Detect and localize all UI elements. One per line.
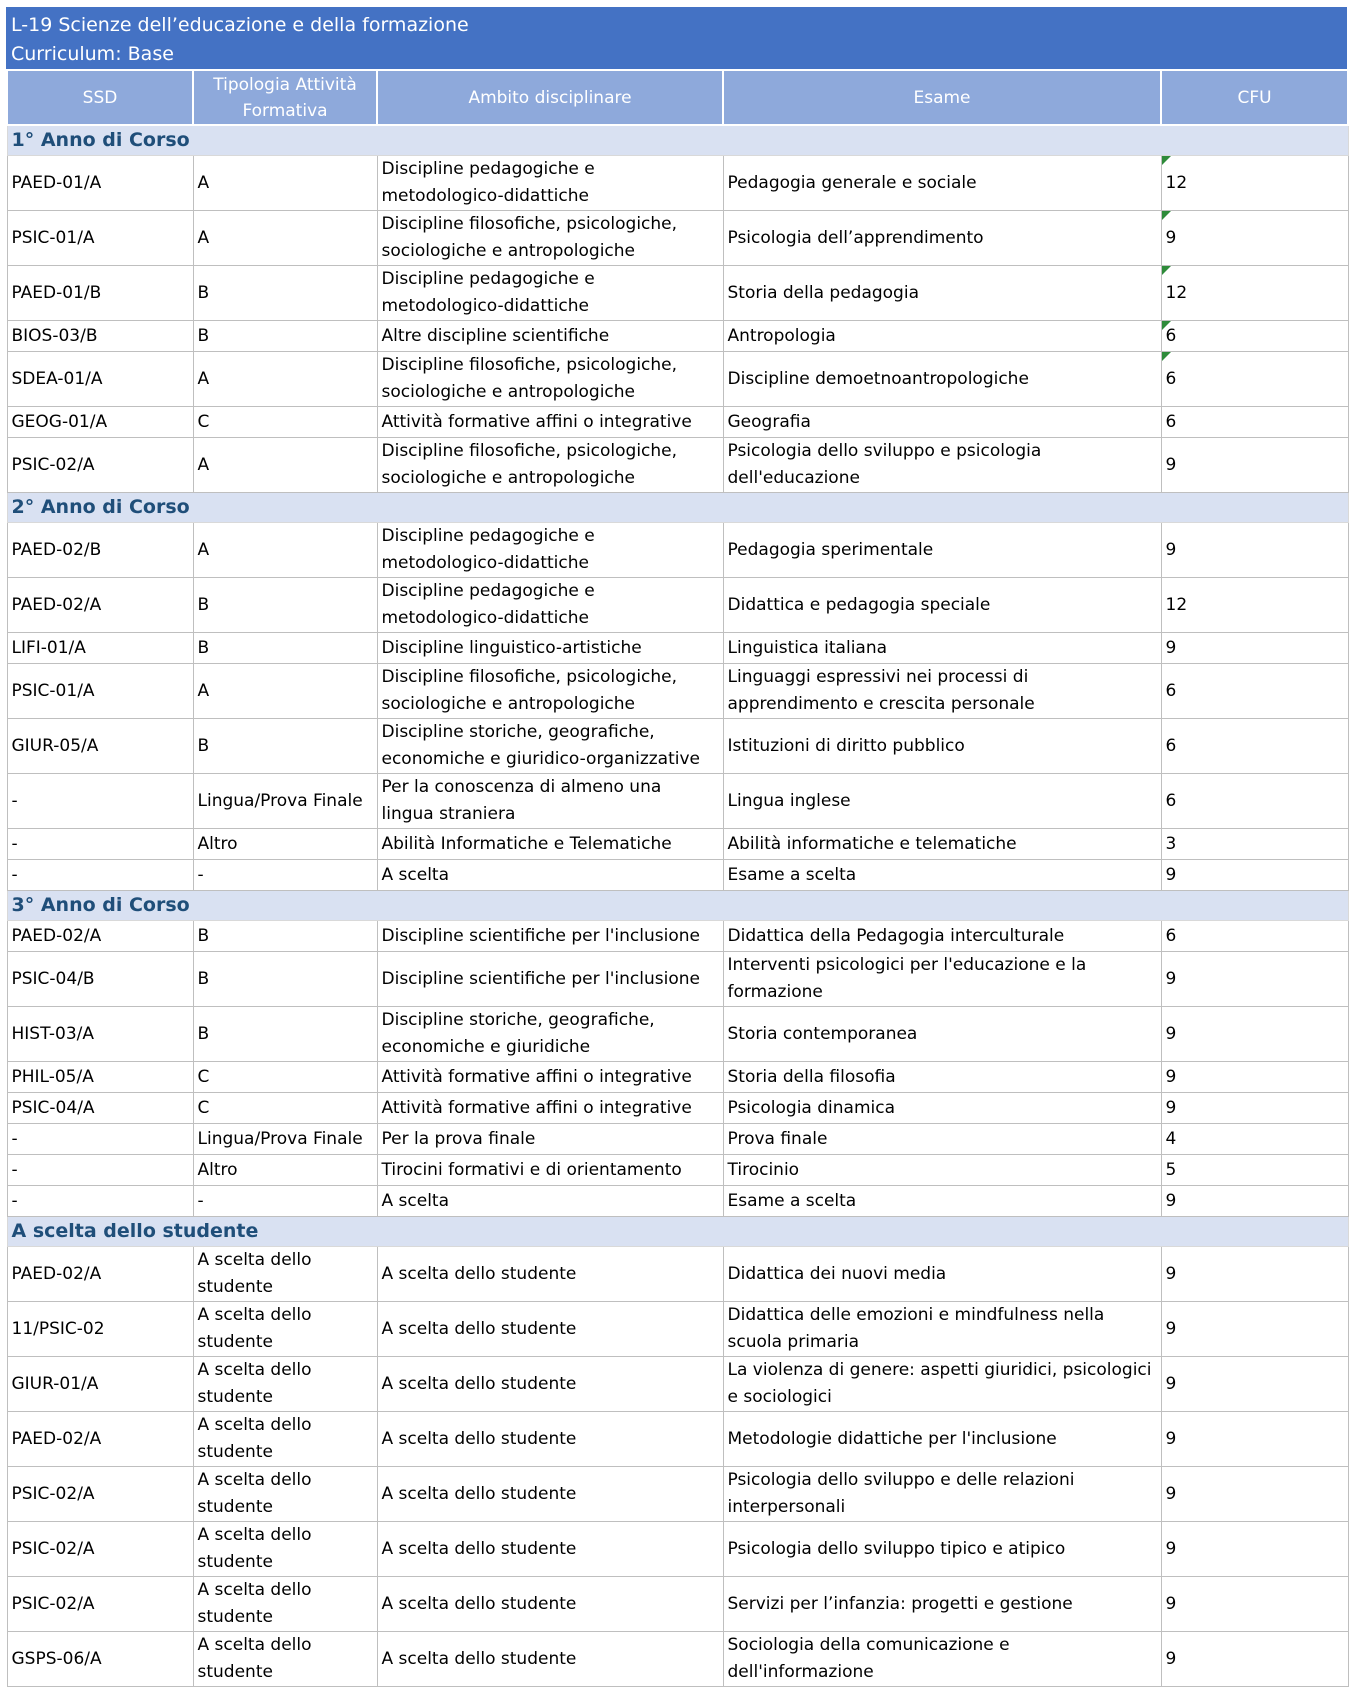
cell-ambito: Discipline filosofiche, psicologiche, sociologiche e antropologiche bbox=[377, 211, 723, 266]
section-header bbox=[7, 125, 1348, 156]
cell-ssd: - bbox=[7, 829, 193, 860]
cell-ssd: 11/PSIC-02 bbox=[7, 1302, 193, 1357]
cell-tipologia: - bbox=[193, 860, 377, 891]
section-header bbox=[7, 1217, 1348, 1247]
cell-ssd: LIFI-01/A bbox=[7, 633, 193, 664]
cfu-value: 9 bbox=[1165, 637, 1177, 658]
cell-cfu bbox=[1161, 1247, 1348, 1302]
cell-cfu bbox=[1161, 1124, 1348, 1155]
cfu-value: 9 bbox=[1165, 1538, 1177, 1559]
cell-tipologia: A bbox=[193, 664, 377, 719]
cell-ambito: Discipline scientifiche per l'inclusione bbox=[377, 921, 723, 952]
cell-esame: Storia della filosofia bbox=[723, 1062, 1161, 1093]
table-row bbox=[7, 1302, 1348, 1357]
cell-ambito: Abilità Informatiche e Telematiche bbox=[377, 829, 723, 860]
cell-tipologia: A scelta dello studente bbox=[193, 1247, 377, 1302]
cell-esame: Psicologia dello sviluppo tipico e atipico bbox=[723, 1522, 1161, 1577]
cell-tipologia: B bbox=[193, 921, 377, 952]
cell-cfu bbox=[1161, 211, 1348, 266]
cfu-value: 9 bbox=[1165, 1373, 1177, 1394]
cell-ssd: PAED-01/A bbox=[7, 156, 193, 211]
cell-ambito: Tirocini formativi e di orientamento bbox=[377, 1155, 723, 1186]
cell-ssd: PSIC-02/A bbox=[7, 438, 193, 493]
cell-ssd: PHIL-05/A bbox=[7, 1062, 193, 1093]
table-row bbox=[7, 1007, 1348, 1062]
cfu-value: 12 bbox=[1165, 172, 1188, 193]
table-row bbox=[7, 1522, 1348, 1577]
cfu-value: 9 bbox=[1165, 1593, 1177, 1614]
cell-ambito: Discipline scientifiche per l'inclusione bbox=[377, 952, 723, 1007]
cell-cfu bbox=[1161, 633, 1348, 664]
cell-esame: Didattica delle emozioni e mindfulness nella scuola primaria bbox=[723, 1302, 1161, 1357]
cell-tipologia: B bbox=[193, 952, 377, 1007]
cell-ssd: BIOS-03/B bbox=[7, 321, 193, 352]
table-row bbox=[7, 578, 1348, 633]
cell-esame: Prova finale bbox=[723, 1124, 1161, 1155]
cell-ssd: - bbox=[7, 860, 193, 891]
cell-esame: Lingua inglese bbox=[723, 774, 1161, 829]
cfu-value: 9 bbox=[1165, 1483, 1177, 1504]
cell-tipologia: A bbox=[193, 523, 377, 578]
cell-esame: Storia contemporanea bbox=[723, 1007, 1161, 1062]
cell-cfu bbox=[1161, 1186, 1348, 1217]
cell-cfu bbox=[1161, 860, 1348, 891]
cell-tipologia: B bbox=[193, 1007, 377, 1062]
cell-tipologia: B bbox=[193, 266, 377, 321]
cell-tipologia: B bbox=[193, 633, 377, 664]
cell-ambito: Discipline storiche, geografiche, economiche e giuridico-organizzative bbox=[377, 719, 723, 774]
header-ssd: SSD bbox=[7, 70, 193, 125]
cell-esame: Pedagogia sperimentale bbox=[723, 523, 1161, 578]
cell-ambito: A scelta dello studente bbox=[377, 1357, 723, 1412]
table-row bbox=[7, 1357, 1348, 1412]
cell-cfu bbox=[1161, 352, 1348, 407]
cfu-value: 9 bbox=[1165, 864, 1177, 885]
cfu-value: 9 bbox=[1165, 227, 1177, 248]
cell-ambito: Discipline pedagogiche e metodologico-didattiche bbox=[377, 523, 723, 578]
cell-tipologia: A scelta dello studente bbox=[193, 1522, 377, 1577]
cfu-value: 6 bbox=[1165, 925, 1177, 946]
cell-ambito: Per la prova finale bbox=[377, 1124, 723, 1155]
header-tipologia: Tipologia Attività Formativa bbox=[193, 70, 377, 125]
cfu-value: 5 bbox=[1165, 1159, 1177, 1180]
table-row bbox=[7, 1093, 1348, 1124]
cell-ssd: GSPS-06/A bbox=[7, 1632, 193, 1687]
cell-esame: Didattica dei nuovi media bbox=[723, 1247, 1161, 1302]
cell-esame: La violenza di genere: aspetti giuridici, psicologici e sociologici bbox=[723, 1357, 1161, 1412]
cell-tipologia: Altro bbox=[193, 1155, 377, 1186]
cell-ambito: A scelta dello studente bbox=[377, 1632, 723, 1687]
cell-cfu bbox=[1161, 921, 1348, 952]
cell-esame: Istituzioni di diritto pubblico bbox=[723, 719, 1161, 774]
cell-tipologia: A scelta dello studente bbox=[193, 1577, 377, 1632]
cell-ambito: Altre discipline scientifiche bbox=[377, 321, 723, 352]
cell-cfu bbox=[1161, 1062, 1348, 1093]
cell-esame: Esame a scelta bbox=[723, 860, 1161, 891]
table-row bbox=[7, 1577, 1348, 1632]
cell-cfu bbox=[1161, 829, 1348, 860]
cell-tipologia: Lingua/Prova Finale bbox=[193, 1124, 377, 1155]
curriculum-table bbox=[6, 69, 1349, 1687]
cell-ssd: PAED-02/A bbox=[7, 578, 193, 633]
cfu-value: 9 bbox=[1165, 539, 1177, 560]
cell-esame: Tirocinio bbox=[723, 1155, 1161, 1186]
cell-ssd: PSIC-04/B bbox=[7, 952, 193, 1007]
table-row bbox=[7, 1632, 1348, 1687]
cell-esame: Pedagogia generale e sociale bbox=[723, 156, 1161, 211]
cell-ssd: PAED-02/A bbox=[7, 921, 193, 952]
cell-ambito: Discipline pedagogiche e metodologico-didattiche bbox=[377, 266, 723, 321]
cell-cfu bbox=[1161, 1522, 1348, 1577]
cell-ambito: A scelta dello studente bbox=[377, 1247, 723, 1302]
cell-esame: Servizi per l’infanzia: progetti e gestione bbox=[723, 1577, 1161, 1632]
cell-ssd: - bbox=[7, 1186, 193, 1217]
cfu-value: 6 bbox=[1165, 790, 1177, 811]
table-row bbox=[7, 1062, 1348, 1093]
cell-esame: Sociologia della comunicazione e dell'informazione bbox=[723, 1632, 1161, 1687]
cell-ambito: Discipline pedagogiche e metodologico-didattiche bbox=[377, 156, 723, 211]
table-row bbox=[7, 633, 1348, 664]
cell-tipologia: A scelta dello studente bbox=[193, 1632, 377, 1687]
cell-ambito: A scelta dello studente bbox=[377, 1302, 723, 1357]
cell-ambito: Attività formative affini o integrative bbox=[377, 1093, 723, 1124]
cfu-value: 3 bbox=[1165, 833, 1177, 854]
curriculum-label: Curriculum: Base bbox=[11, 43, 174, 65]
cell-tipologia: A bbox=[193, 352, 377, 407]
cell-tipologia: B bbox=[193, 321, 377, 352]
table-row bbox=[7, 860, 1348, 891]
cell-ssd: PAED-02/B bbox=[7, 523, 193, 578]
table-row bbox=[7, 719, 1348, 774]
cfu-value: 9 bbox=[1165, 1318, 1177, 1339]
cell-esame: Linguistica italiana bbox=[723, 633, 1161, 664]
cell-esame: Psicologia dinamica bbox=[723, 1093, 1161, 1124]
cell-ssd: PSIC-04/A bbox=[7, 1093, 193, 1124]
title-bar bbox=[6, 7, 1347, 69]
cell-ssd: - bbox=[7, 1124, 193, 1155]
table-row bbox=[7, 774, 1348, 829]
cell-ambito: Discipline filosofiche, psicologiche, sociologiche e antropologiche bbox=[377, 664, 723, 719]
cell-ambito: Per la conoscenza di almeno una lingua straniera bbox=[377, 774, 723, 829]
section-label: 2° Anno di Corso bbox=[7, 493, 1348, 523]
section-label: 1° Anno di Corso bbox=[7, 125, 1348, 156]
cell-esame: Interventi psicologici per l'educazione e la formazione bbox=[723, 952, 1161, 1007]
cell-esame: Esame a scelta bbox=[723, 1186, 1161, 1217]
header-row bbox=[7, 70, 1348, 125]
sheet-title: L-19 Scienze dell’educazione e della formazione bbox=[11, 14, 469, 36]
cell-cfu bbox=[1161, 1577, 1348, 1632]
cell-tipologia: C bbox=[193, 407, 377, 438]
cfu-value: 12 bbox=[1165, 594, 1188, 615]
comment-indicator-icon bbox=[1162, 266, 1171, 275]
table-row bbox=[7, 523, 1348, 578]
cell-cfu bbox=[1161, 1357, 1348, 1412]
cell-ssd: PSIC-01/A bbox=[7, 664, 193, 719]
cell-cfu bbox=[1161, 523, 1348, 578]
cell-cfu bbox=[1161, 1155, 1348, 1186]
table-row bbox=[7, 952, 1348, 1007]
cell-esame: Metodologie didattiche per l'inclusione bbox=[723, 1412, 1161, 1467]
cell-esame: Storia della pedagogia bbox=[723, 266, 1161, 321]
cell-cfu bbox=[1161, 774, 1348, 829]
cell-ssd: HIST-03/A bbox=[7, 1007, 193, 1062]
cell-ambito: Discipline pedagogiche e metodologico-didattiche bbox=[377, 578, 723, 633]
cfu-value: 6 bbox=[1165, 735, 1177, 756]
cell-ssd: PSIC-01/A bbox=[7, 211, 193, 266]
cell-tipologia: Lingua/Prova Finale bbox=[193, 774, 377, 829]
comment-indicator-icon bbox=[1162, 352, 1171, 361]
cell-cfu bbox=[1161, 952, 1348, 1007]
cell-esame: Geografia bbox=[723, 407, 1161, 438]
cell-ambito: A scelta dello studente bbox=[377, 1522, 723, 1577]
table-row bbox=[7, 1124, 1348, 1155]
cell-cfu bbox=[1161, 438, 1348, 493]
table-row bbox=[7, 829, 1348, 860]
cell-ssd: PSIC-02/A bbox=[7, 1467, 193, 1522]
cell-tipologia: B bbox=[193, 719, 377, 774]
cell-cfu bbox=[1161, 719, 1348, 774]
cell-esame: Discipline demoetnoantropologiche bbox=[723, 352, 1161, 407]
section-label: 3° Anno di Corso bbox=[7, 891, 1348, 921]
cell-cfu bbox=[1161, 1632, 1348, 1687]
table-row bbox=[7, 407, 1348, 438]
curriculum-sheet bbox=[6, 7, 1347, 1687]
cfu-value: 12 bbox=[1165, 282, 1188, 303]
cell-ssd: - bbox=[7, 1155, 193, 1186]
cell-esame: Psicologia dell’apprendimento bbox=[723, 211, 1161, 266]
cell-cfu bbox=[1161, 1467, 1348, 1522]
cell-esame: Abilità informatiche e telematiche bbox=[723, 829, 1161, 860]
table-row bbox=[7, 1412, 1348, 1467]
cell-ssd: PAED-01/B bbox=[7, 266, 193, 321]
cell-tipologia: A scelta dello studente bbox=[193, 1412, 377, 1467]
comment-indicator-icon bbox=[1162, 156, 1171, 165]
cell-ssd: PAED-02/A bbox=[7, 1412, 193, 1467]
header-ambito: Ambito disciplinare bbox=[377, 70, 723, 125]
cfu-value: 9 bbox=[1165, 454, 1177, 475]
cell-esame: Antropologia bbox=[723, 321, 1161, 352]
cell-cfu bbox=[1161, 407, 1348, 438]
cell-ssd: GEOG-01/A bbox=[7, 407, 193, 438]
cell-cfu bbox=[1161, 664, 1348, 719]
cell-cfu bbox=[1161, 1302, 1348, 1357]
cell-ambito: A scelta dello studente bbox=[377, 1412, 723, 1467]
cell-esame: Psicologia dello sviluppo e delle relazioni interpersonali bbox=[723, 1467, 1161, 1522]
table-row bbox=[7, 1247, 1348, 1302]
table-body bbox=[7, 125, 1348, 1687]
cell-tipologia: A scelta dello studente bbox=[193, 1302, 377, 1357]
cell-tipologia: A scelta dello studente bbox=[193, 1357, 377, 1412]
cfu-value: 9 bbox=[1165, 1428, 1177, 1449]
cell-tipologia: Altro bbox=[193, 829, 377, 860]
cell-ssd: GIUR-01/A bbox=[7, 1357, 193, 1412]
cell-tipologia: - bbox=[193, 1186, 377, 1217]
cell-cfu bbox=[1161, 1007, 1348, 1062]
cell-esame: Didattica della Pedagogia interculturale bbox=[723, 921, 1161, 952]
cfu-value: 9 bbox=[1165, 1097, 1177, 1118]
cell-ssd: PAED-02/A bbox=[7, 1247, 193, 1302]
cell-esame: Psicologia dello sviluppo e psicologia dell'educazione bbox=[723, 438, 1161, 493]
cell-cfu bbox=[1161, 1093, 1348, 1124]
cell-ambito: A scelta bbox=[377, 1186, 723, 1217]
cell-cfu bbox=[1161, 1412, 1348, 1467]
cell-ssd: GIUR-05/A bbox=[7, 719, 193, 774]
cfu-value: 9 bbox=[1165, 1190, 1177, 1211]
cell-ambito: Discipline storiche, geografiche, economiche e giuridiche bbox=[377, 1007, 723, 1062]
table-row bbox=[7, 211, 1348, 266]
table-row bbox=[7, 921, 1348, 952]
cell-tipologia: A scelta dello studente bbox=[193, 1467, 377, 1522]
cell-ambito: A scelta bbox=[377, 860, 723, 891]
cfu-value: 9 bbox=[1165, 1023, 1177, 1044]
section-header bbox=[7, 493, 1348, 523]
cell-tipologia: A bbox=[193, 156, 377, 211]
cfu-value: 4 bbox=[1165, 1128, 1177, 1149]
cell-tipologia: A bbox=[193, 438, 377, 493]
table-row bbox=[7, 1467, 1348, 1522]
table-row bbox=[7, 1155, 1348, 1186]
table-row bbox=[7, 156, 1348, 211]
cfu-value: 6 bbox=[1165, 325, 1177, 346]
cell-tipologia: C bbox=[193, 1093, 377, 1124]
cell-ssd: - bbox=[7, 774, 193, 829]
cfu-value: 9 bbox=[1165, 1648, 1177, 1669]
cfu-value: 9 bbox=[1165, 1263, 1177, 1284]
cell-cfu bbox=[1161, 578, 1348, 633]
cell-tipologia: B bbox=[193, 578, 377, 633]
cell-ambito: Discipline filosofiche, psicologiche, sociologiche e antropologiche bbox=[377, 438, 723, 493]
cell-ambito: Discipline linguistico-artistiche bbox=[377, 633, 723, 664]
comment-indicator-icon bbox=[1162, 321, 1171, 330]
cell-ambito: Attività formative affini o integrative bbox=[377, 1062, 723, 1093]
cell-ssd: PSIC-02/A bbox=[7, 1522, 193, 1577]
cell-esame: Linguaggi espressivi nei processi di apprendimento e crescita personale bbox=[723, 664, 1161, 719]
cell-esame: Didattica e pedagogia speciale bbox=[723, 578, 1161, 633]
cell-ambito: A scelta dello studente bbox=[377, 1467, 723, 1522]
header-esame: Esame bbox=[723, 70, 1161, 125]
cell-cfu bbox=[1161, 266, 1348, 321]
table-row bbox=[7, 664, 1348, 719]
table-row bbox=[7, 1186, 1348, 1217]
cell-cfu bbox=[1161, 321, 1348, 352]
cell-ambito: A scelta dello studente bbox=[377, 1577, 723, 1632]
table-row bbox=[7, 266, 1348, 321]
cfu-value: 6 bbox=[1165, 680, 1177, 701]
cfu-value: 6 bbox=[1165, 411, 1177, 432]
cfu-value: 9 bbox=[1165, 968, 1177, 989]
cell-ambito: Discipline filosofiche, psicologiche, sociologiche e antropologiche bbox=[377, 352, 723, 407]
cell-ambito: Attività formative affini o integrative bbox=[377, 407, 723, 438]
section-label: A scelta dello studente bbox=[7, 1217, 1348, 1247]
cell-tipologia: A bbox=[193, 211, 377, 266]
table-row bbox=[7, 438, 1348, 493]
header-cfu: CFU bbox=[1161, 70, 1348, 125]
cell-ssd: PSIC-02/A bbox=[7, 1577, 193, 1632]
cell-ssd: SDEA-01/A bbox=[7, 352, 193, 407]
section-header bbox=[7, 891, 1348, 921]
cell-cfu bbox=[1161, 156, 1348, 211]
table-row bbox=[7, 352, 1348, 407]
cfu-value: 6 bbox=[1165, 368, 1177, 389]
cell-tipologia: C bbox=[193, 1062, 377, 1093]
comment-indicator-icon bbox=[1162, 211, 1171, 220]
cfu-value: 9 bbox=[1165, 1066, 1177, 1087]
table-row bbox=[7, 321, 1348, 352]
